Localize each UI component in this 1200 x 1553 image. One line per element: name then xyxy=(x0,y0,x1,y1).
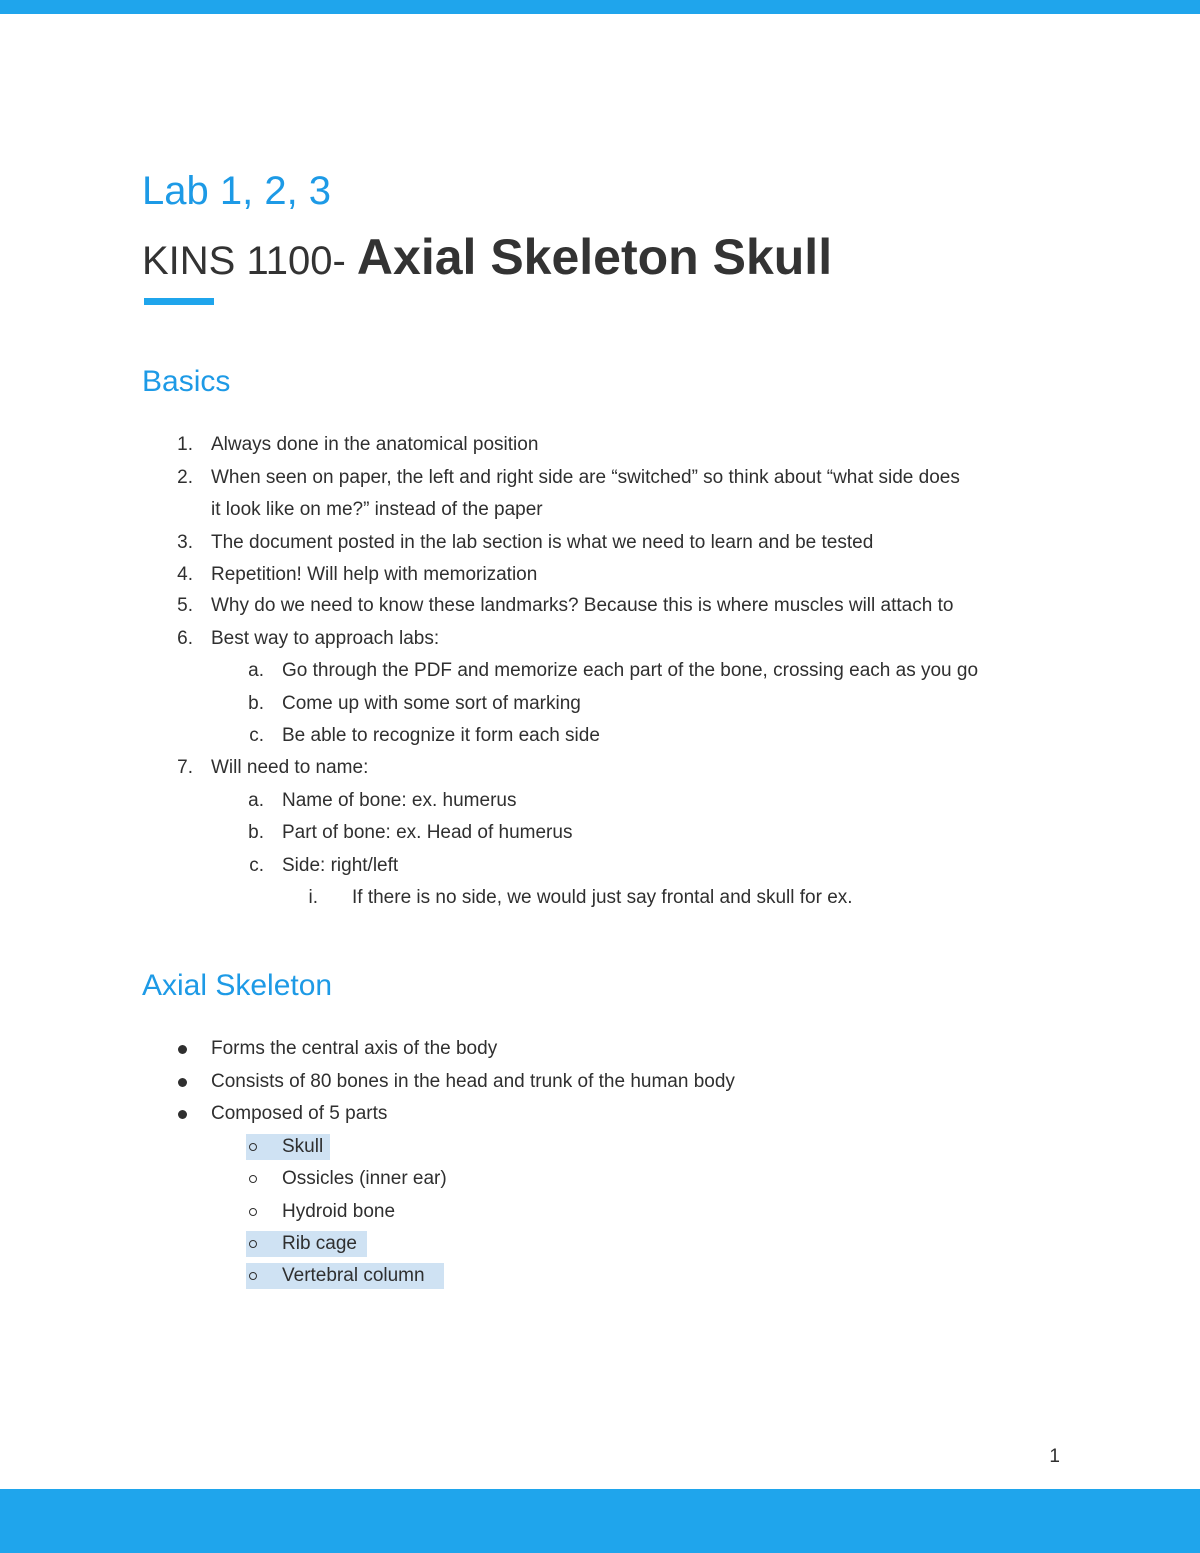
page-number: 1 xyxy=(1049,1446,1060,1467)
list-marker: 3. xyxy=(177,532,193,553)
list-marker: c. xyxy=(249,725,264,746)
list-text: Best way to approach labs: xyxy=(211,628,440,649)
list-text: Name of bone: ex. humerus xyxy=(282,790,517,811)
list-text: Part of bone: ex. Head of humerus xyxy=(282,822,573,843)
list-text: Always done in the anatomical position xyxy=(211,434,539,455)
list-text: Repetition! Will help with memorization xyxy=(211,564,538,585)
bullet-icon xyxy=(178,1045,187,1054)
list-marker: 7. xyxy=(177,757,193,778)
list-text: Skull xyxy=(282,1136,324,1157)
list-text: Be able to recognize it form each side xyxy=(282,725,600,746)
list-text: Vertebral column xyxy=(282,1265,425,1286)
list-text: If there is no side, we would just say frontal and skull for ex. xyxy=(352,887,853,908)
list-marker: 1. xyxy=(177,434,193,455)
list-text-continuation: it look like on me?” instead of the paper xyxy=(211,499,543,520)
bottom-accent-bar xyxy=(0,1489,1200,1553)
lab-title: Lab 1, 2, 3 xyxy=(142,169,332,213)
list-marker: i. xyxy=(308,887,318,908)
bullet-icon xyxy=(178,1078,187,1087)
list-text: Come up with some sort of marking xyxy=(282,693,581,714)
list-text: Hydroid bone xyxy=(282,1201,396,1222)
basics-heading: Basics xyxy=(142,365,231,398)
top-accent-bar xyxy=(0,0,1200,14)
page-title xyxy=(142,228,832,299)
list-marker: a. xyxy=(248,790,264,811)
list-marker: 5. xyxy=(177,595,193,616)
list-marker: 2. xyxy=(177,467,193,488)
bullet-icon xyxy=(178,1110,187,1119)
list-marker: a. xyxy=(248,660,264,681)
list-text: Why do we need to know these landmarks? Because this is where muscles will attach to xyxy=(211,595,954,616)
axial-skeleton-heading: Axial Skeleton xyxy=(142,969,333,1002)
hollow-bullet-icon xyxy=(249,1208,257,1216)
list-marker: 6. xyxy=(177,628,193,649)
list-marker: b. xyxy=(248,693,264,714)
hollow-bullet-icon xyxy=(249,1240,257,1248)
list-text: Ossicles (inner ear) xyxy=(282,1168,447,1189)
list-text: Rib cage xyxy=(282,1233,357,1254)
list-marker: c. xyxy=(249,855,264,876)
list-text: The document posted in the lab section is what we need to learn and be tested xyxy=(211,532,874,553)
list-marker: 4. xyxy=(177,564,193,585)
hollow-bullet-icon xyxy=(249,1272,257,1280)
list-text: Consists of 80 bones in the head and trunk of the human body xyxy=(211,1071,735,1092)
list-text: Composed of 5 parts xyxy=(211,1103,388,1124)
title-underline xyxy=(144,298,214,305)
title-bold: Axial Skeleton Skull xyxy=(356,229,833,285)
list-marker: b. xyxy=(248,822,264,843)
list-text: Forms the central axis of the body xyxy=(211,1038,498,1059)
hollow-bullet-icon xyxy=(249,1175,257,1183)
course-prefix: KINS 1100- xyxy=(142,239,357,283)
list-text: Side: right/left xyxy=(282,855,399,876)
list-text: Go through the PDF and memorize each part of the bone, crossing each as you go xyxy=(282,660,979,681)
hollow-bullet-icon xyxy=(249,1143,257,1151)
list-text: When seen on paper, the left and right side are “switched” so think about “what side does xyxy=(211,467,960,488)
list-text: Will need to name: xyxy=(211,757,369,778)
